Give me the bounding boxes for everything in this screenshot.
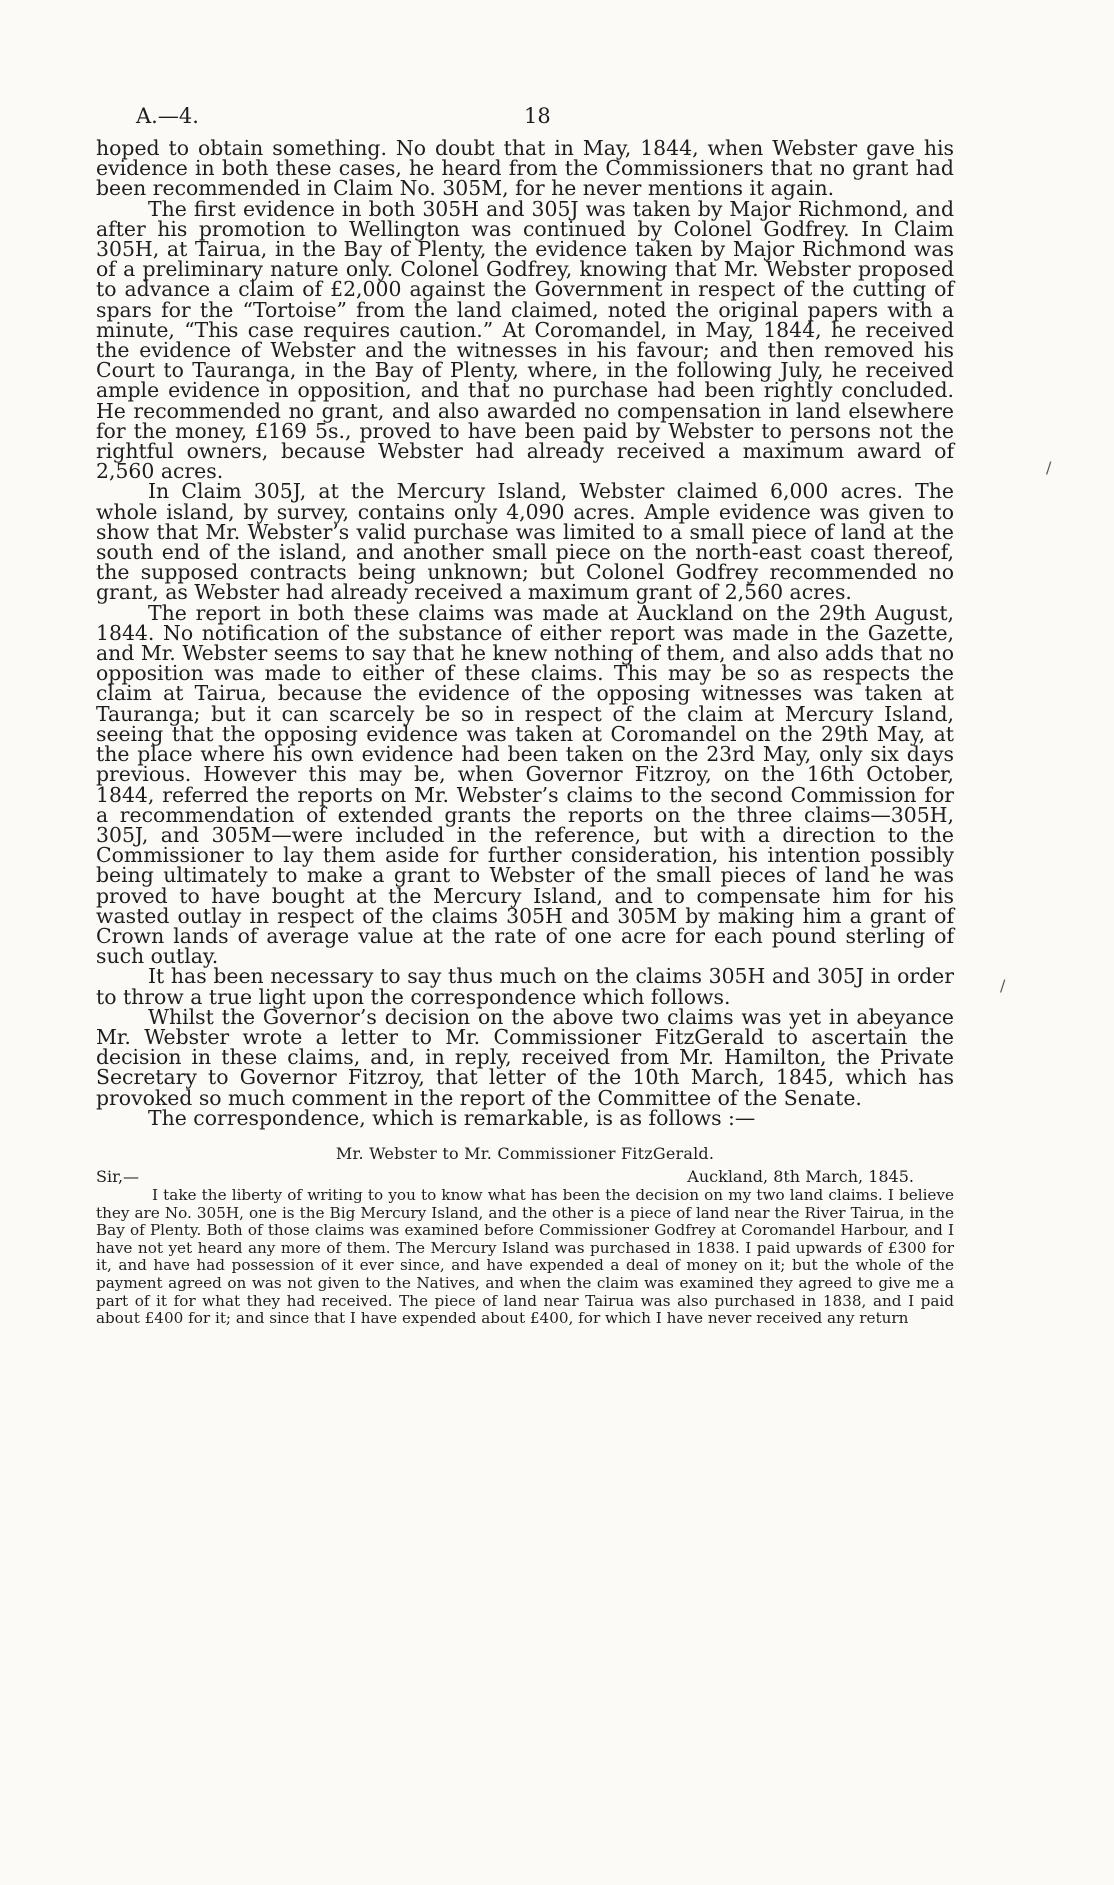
document-reference: A.—4. [136, 104, 199, 128]
paragraph: Whilst the Governor’s decision on the above two claims was yet in abeyance Mr. Webster wrote a letter to Mr. Commissioner FitzGerald to ascertain the decision in these claims, and, in reply, received from Mr. Hamilton, the Private Secretary to Governor Fitzroy, that letter of the 10th March, 1845, which has provoked so much comment in the report of the Committee of the Senate. [96, 1004, 954, 1110]
paragraph: hoped to obtain something. No doubt that in May, 1844, when Webster gave his evidence in both these cases, he heard from the Commissioners that no grant had been recommended in Claim No. 305M, for he never mentions it again. [96, 136, 954, 201]
page-number: 18 [524, 104, 551, 128]
margin-tick-mark: / [1000, 976, 1006, 995]
letter-address-date: Auckland, 8th March, 1845. [687, 1166, 914, 1186]
document-page [96, 104, 954, 1328]
body-text [96, 138, 954, 1128]
paragraph: The correspondence, which is remarkable, is as follows :— [148, 1105, 756, 1130]
paragraph: In Claim 305J, at the Mercury Island, Webster claimed 6,000 acres. The whole island, by survey, contains only 4,090 acres. Ample evidence was given to show that Mr. Webster’s valid purchase was limited to a small piece of land at the south end of the island, and another small piece on the north-east coast thereof, the supposed contracts being unknown; but Colonel Godfrey recommended no grant, as Webster had already received a maximum grant of 2,560 acres. [96, 479, 954, 605]
page-header [96, 104, 954, 138]
paragraph: The report in both these claims was made at Auckland on the 29th August, 1844. No notification of the substance of either report was made in the Gazette, and Mr. Webster seems to say that he knew nothing of them, and also adds that no opposition was made to either of these claims. This may be so as respects the claim at Tairua, because the evidence of the opposing witnesses was taken at Tauranga; but it can scarcely be so in respect of the claim at Mercury Island, seeing that the opposing evidence was taken at Coromandel on the 29th May, at the place where his own evidence had been taken on the 23rd May, only six days previous. However this may be, when Governor Fitzroy, on the 16th October, 1844, referred the reports on Mr. Webster’s claims to the second Commission for a recommendation of extended grants the reports on the three claims—305H, 305J, and 305M—were included in the reference, but with a direction to the Commissioner to lay them aside for further consideration, his intention possibly being ultimately to make a grant to Webster of the small pieces of land he was proved to have bought at the Mercury Island, and to compensate him for his wasted outlay in respect of the claims 305H and 305M by making him a grant of Crown lands of average value at the rate of one acre for each pound sterling of such outlay. [96, 600, 954, 969]
letter-salutation-row [96, 1167, 954, 1187]
margin-tick-mark: / [1046, 458, 1052, 477]
paragraph: It has been necessary to say thus much on the claims 305H and 305J in order to throw a true light upon the correspondence which follows. [96, 964, 954, 1009]
paragraph: The first evidence in both 305H and 305J was taken by Major Richmond, and after his promotion to Wellington was continued by Colonel Godfrey. In Claim 305H, at Tairua, in the Bay of Plenty, the evidence taken by Major Richmond was of a preliminary nature only. Colonel Godfrey, knowing that Mr. Webster proposed to advance a claim of £2,000 against the Government in respect of the cutting of spars for the “Tortoise” from the land claimed, noted the original papers with a minute, “This case requires caution.” At Coromandel, in May, 1844, he received the evidence of Webster and the witnesses in his favour; and then removed his Court to Tauranga, in the Bay of Plenty, where, in the following July, he received ample evidence in opposition, and that no purchase had been rightly concluded. He recommended no grant, and also awarded no compensation in land elsewhere for the money, £169 5s., proved to have been paid by Webster to persons not the rightful owners, because Webster had already received a maximum award of 2,560 acres. [96, 196, 954, 484]
letter-salutation: Sir,— [96, 1166, 140, 1186]
letter-title: Mr. Webster to Mr. Commissioner FitzGerald. [335, 1143, 715, 1163]
letter-body: I take the liberty of writing to you to know what has been the decision on my two land claims. I believe they are No. 305H, one is the Big Mercury Island, and the other is a piece of land near the River Tairua, in the Bay of Plenty. Both of those claims was examined before Commissioner Godfrey at Coromandel Harbour, and I have not yet heard any more of them. The Mercury Island was purchased in 1838. I paid upwards of £300 for it, and have had possession of it ever since, and have expended a deal of money on it; but the whole of the payment agreed on was not given to the Natives, and when the claim was examined they agreed to give me a part of it for what they had received. The piece of land near Tairua was also purchased in 1838, and I paid about £400 for it; and since that I have expended about £400, for which I have never received any return [96, 1185, 954, 1328]
